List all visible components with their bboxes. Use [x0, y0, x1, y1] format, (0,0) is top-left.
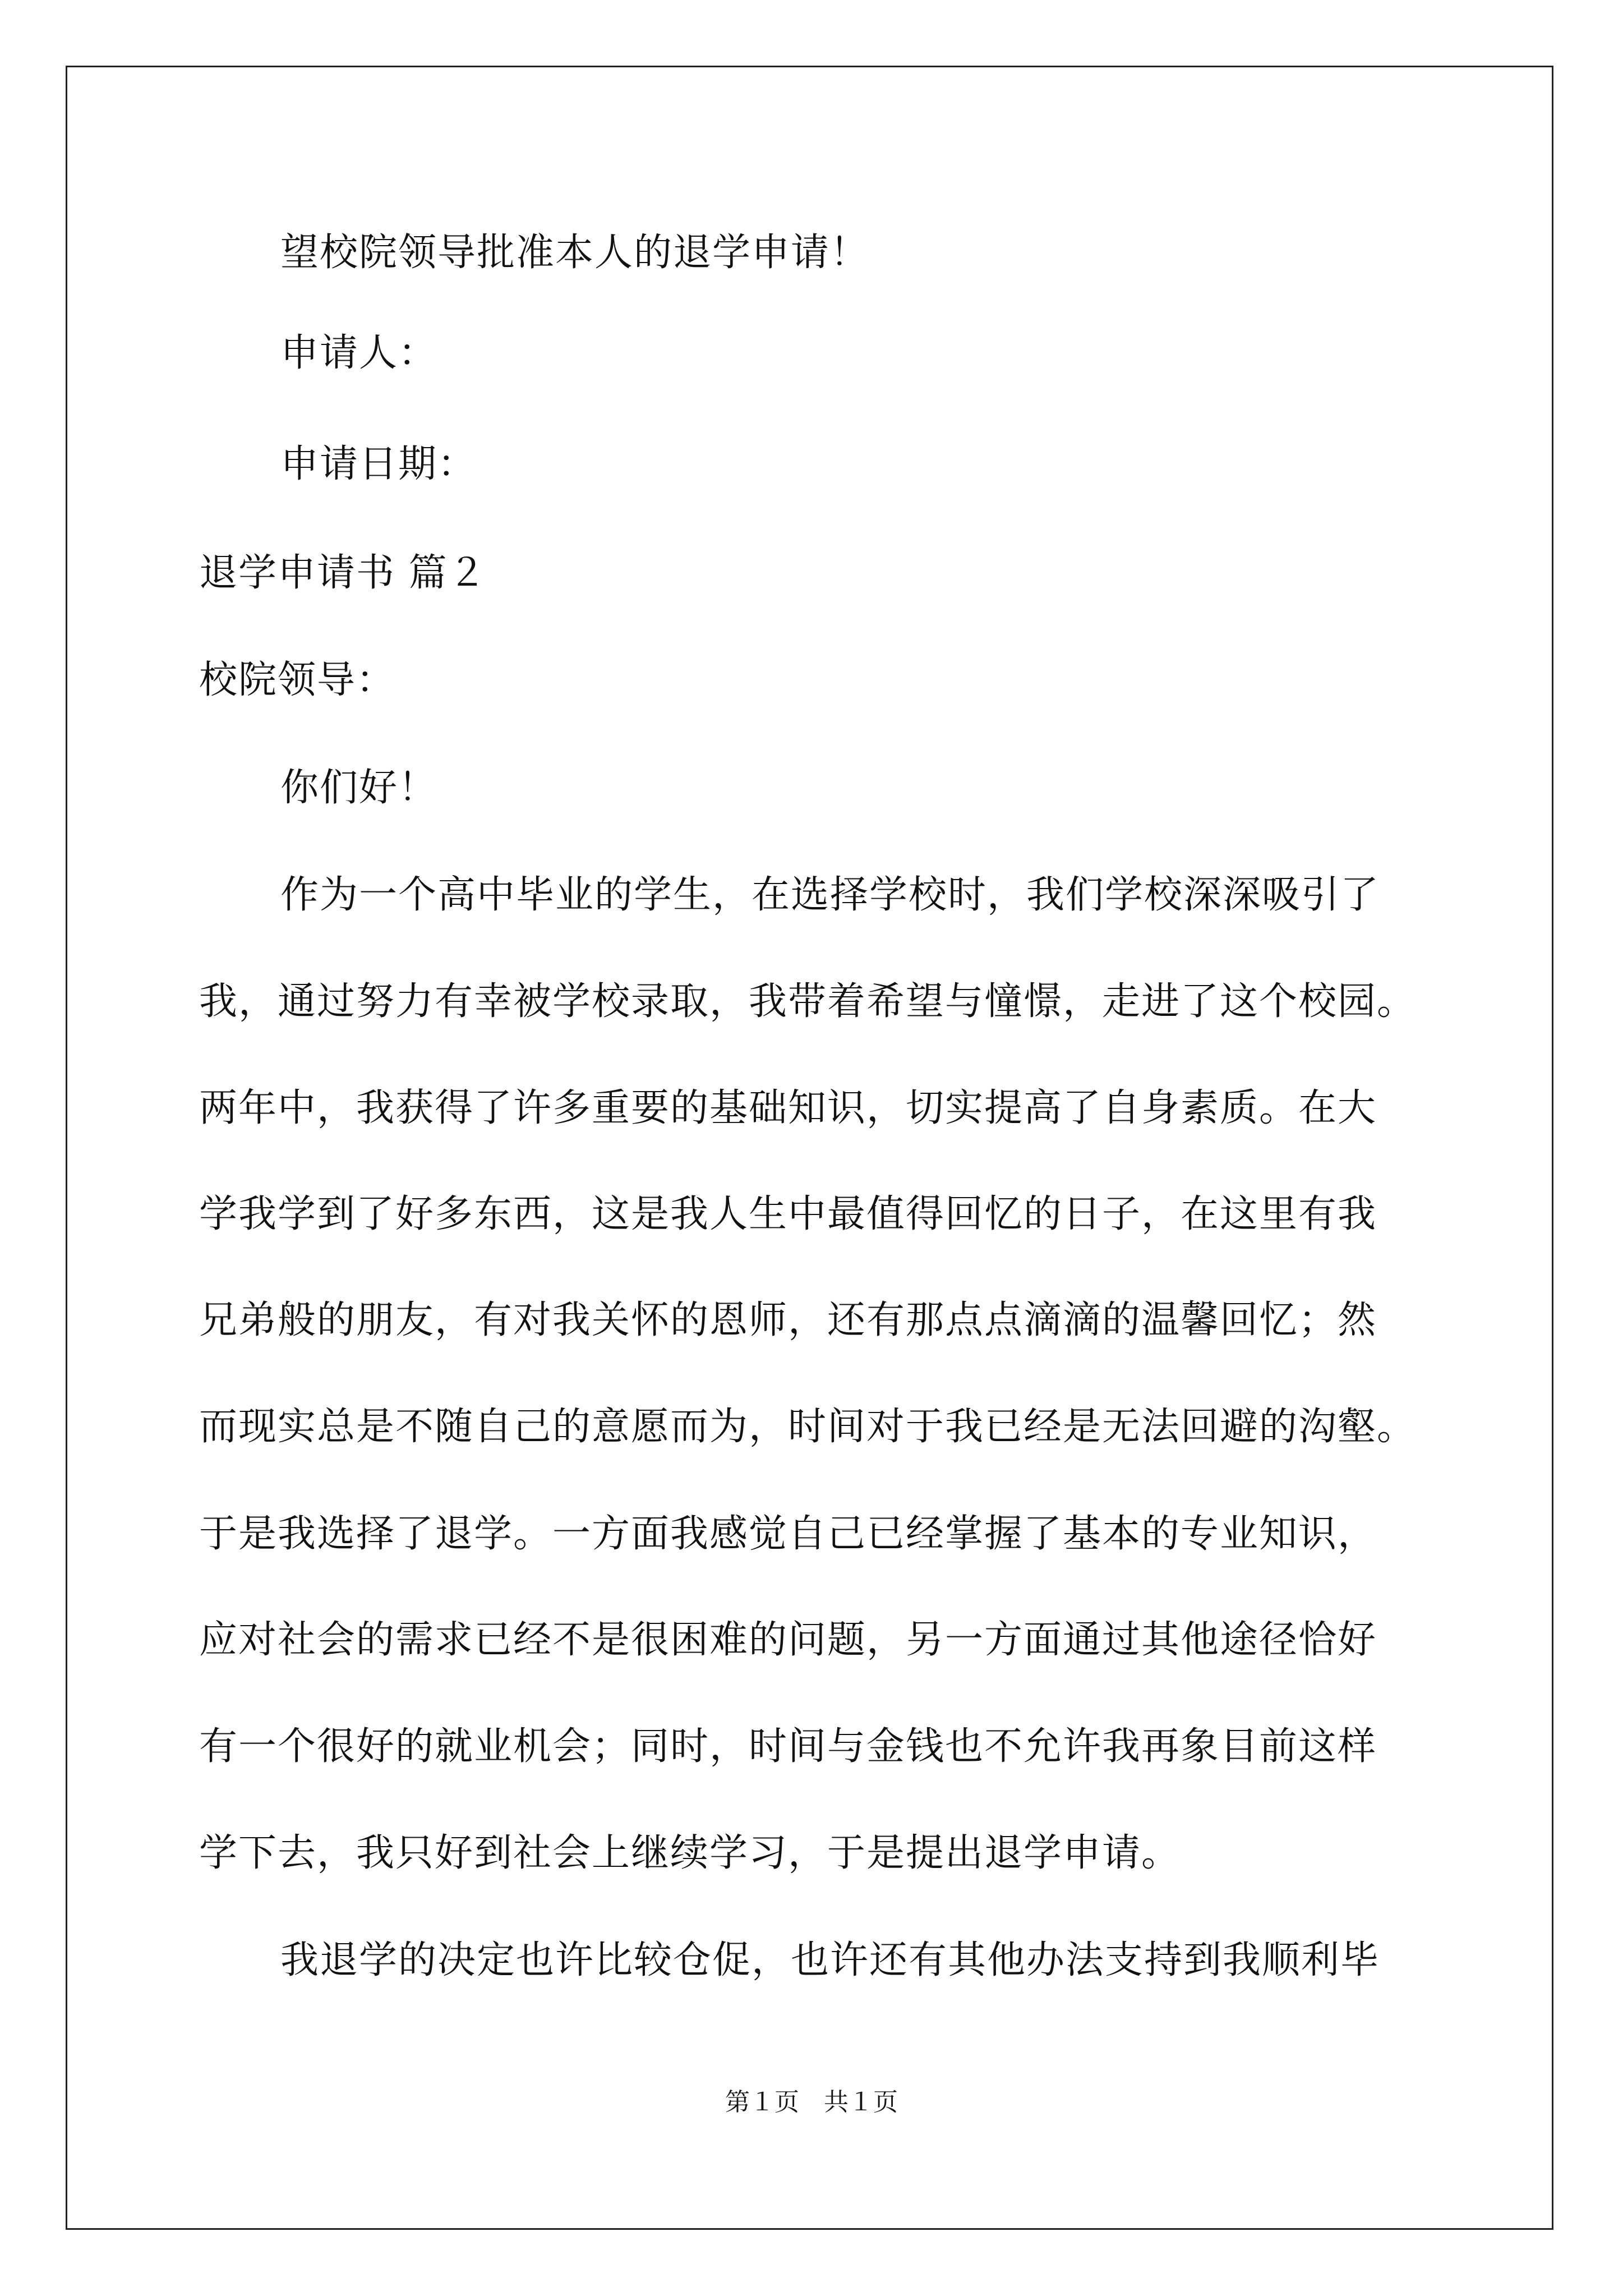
application-date-line: 申请日期：: [280, 442, 477, 486]
paragraph-line: 作为一个高中毕业的学生，在选择学校时，我们学校深深吸引了: [280, 873, 1380, 917]
paragraph-line: 应对社会的需求已经不是很困难的问题，另一方面通过其他途径恰好: [199, 1618, 1377, 1662]
applicant-line: 申请人：: [280, 331, 438, 375]
salutation-line: 校院领导：: [199, 658, 396, 702]
page-number-footer: 第１页 共１页: [725, 2088, 898, 2116]
paragraph-line: 于是我选择了退学。一方面我感觉自己已经掌握了基本的专业知识，: [199, 1512, 1377, 1556]
paragraph-line: 学我学到了好多东西，这是我人生中最值得回忆的日子，在这里有我: [199, 1192, 1377, 1236]
page-border: [66, 66, 1553, 2230]
paragraph-line: 而现实总是不随自己的意愿而为，时间对于我已经是无法回避的沟壑。: [199, 1405, 1417, 1449]
paragraph-line: 我退学的决定也许比较仓促，也许还有其他办法支持到我顺利毕: [280, 1938, 1380, 1982]
paragraph-line: 兄弟般的朋友，有对我关怀的恩师，还有那点点滴滴的温馨回忆；然: [199, 1298, 1377, 1342]
section-heading: 退学申请书 篇２: [199, 551, 487, 595]
greeting-line: 你们好！: [280, 766, 438, 810]
paragraph-line: 有一个很好的就业机会；同时，时间与金钱也不允许我再象目前这样: [199, 1724, 1377, 1769]
paragraph-line: 我，通过努力有幸被学校录取，我带着希望与憧憬，走进了这个校园。: [199, 979, 1417, 1024]
paragraph-line: 两年中，我获得了许多重要的基础知识，切实提高了自身素质。在大: [199, 1086, 1377, 1130]
paragraph-line: 学下去，我只好到社会上继续学习，于是提出退学申请。: [199, 1831, 1181, 1875]
paragraph-line: 望校院领导批准本人的退学申请！: [280, 231, 870, 275]
